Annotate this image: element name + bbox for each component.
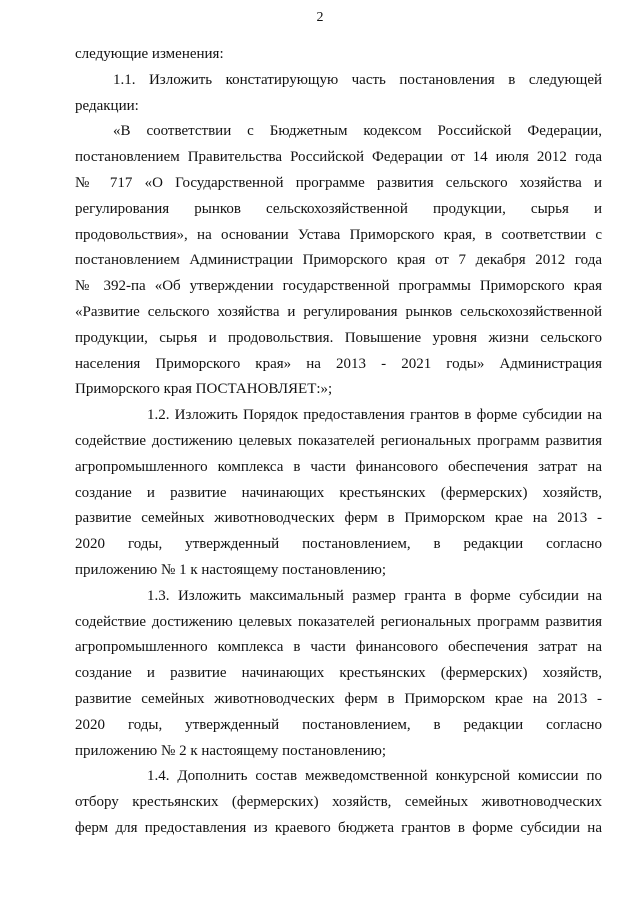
text-line: содействие достижению целевых показателей региональных программ развития — [75, 613, 602, 630]
text-line: создание и развитие начинающих крестьянских (фермерских) хозяйств, — [75, 484, 602, 501]
text-line: 2020 годы, утвержденный постановлением, в редакции согласно — [75, 716, 602, 733]
text-line: следующие изменения: — [75, 46, 224, 62]
text-line: развитие семейных животноводческих ферм в Приморском крае на 2013 - — [75, 690, 602, 707]
document-body — [75, 42, 602, 842]
text-line: развитие семейных животноводческих ферм в Приморском крае на 2013 - — [75, 510, 602, 527]
text-line: «В соответствии с Бюджетным кодексом Российской Федерации, — [113, 123, 602, 140]
text-line: ферм для предоставления из краевого бюджета грантов в форме субсидии на — [75, 819, 602, 836]
text-line: 1.1. Изложить констатирующую часть постановления в следующей — [113, 71, 602, 88]
text-line: приложению № 1 к настоящему постановлению; — [75, 561, 387, 578]
text-line: Приморского края ПОСТАНОВЛЯЕТ:»; — [75, 381, 333, 398]
text-line: приложению № 2 к настоящему постановлению; — [75, 742, 387, 759]
text-line: 2020 годы, утвержденный постановлением, в редакции согласно — [75, 536, 602, 553]
text-line: «Развитие сельского хозяйства и регулирования рынков сельскохозяйственной — [75, 303, 602, 320]
text-line: регулирования рынков сельскохозяйственной продукции, сырья и — [75, 200, 602, 217]
text-line: содействие достижению целевых показателей региональных программ развития — [75, 432, 602, 449]
text-line: агропромышленного комплекса в части финансового обеспечения затрат на — [75, 458, 602, 475]
text-line: редакции: — [75, 97, 139, 114]
text-line: 1.2. Изложить Порядок предоставления грантов в форме субсидии на — [147, 407, 602, 424]
text-line: 1.4. Дополнить состав межведомственной конкурсной комиссии по — [147, 768, 602, 785]
text-line: постановлением Администрации Приморского края от 7 декабря 2012 года — [75, 252, 602, 269]
page-number: 2 — [316, 10, 324, 25]
text-line: № 392-па «Об утверждении государственной программы Приморского края — [75, 278, 602, 295]
text-line: 1.3. Изложить максимальный размер гранта в форме субсидии на — [147, 587, 602, 604]
text-line: агропромышленного комплекса в части финансового обеспечения затрат на — [75, 639, 602, 656]
text-line: постановлением Правительства Российской Федерации от 14 июля 2012 года — [75, 149, 602, 166]
text-line: продовольствия», на основании Устава Приморского края, в соответствии с — [75, 226, 602, 243]
text-line: создание и развитие начинающих крестьянских (фермерских) хозяйств, — [75, 665, 602, 682]
text-line: продукции, сырья и продовольствия. Повышение уровня жизни сельского — [75, 329, 602, 346]
text-line: отбору крестьянских (фермерских) хозяйств, семейных животноводческих — [75, 794, 602, 811]
text-line: населения Приморского края» на 2013 - 2021 годы» Администрация — [75, 355, 602, 372]
text-line: № 717 «О Государственной программе развития сельского хозяйства и — [75, 174, 602, 191]
